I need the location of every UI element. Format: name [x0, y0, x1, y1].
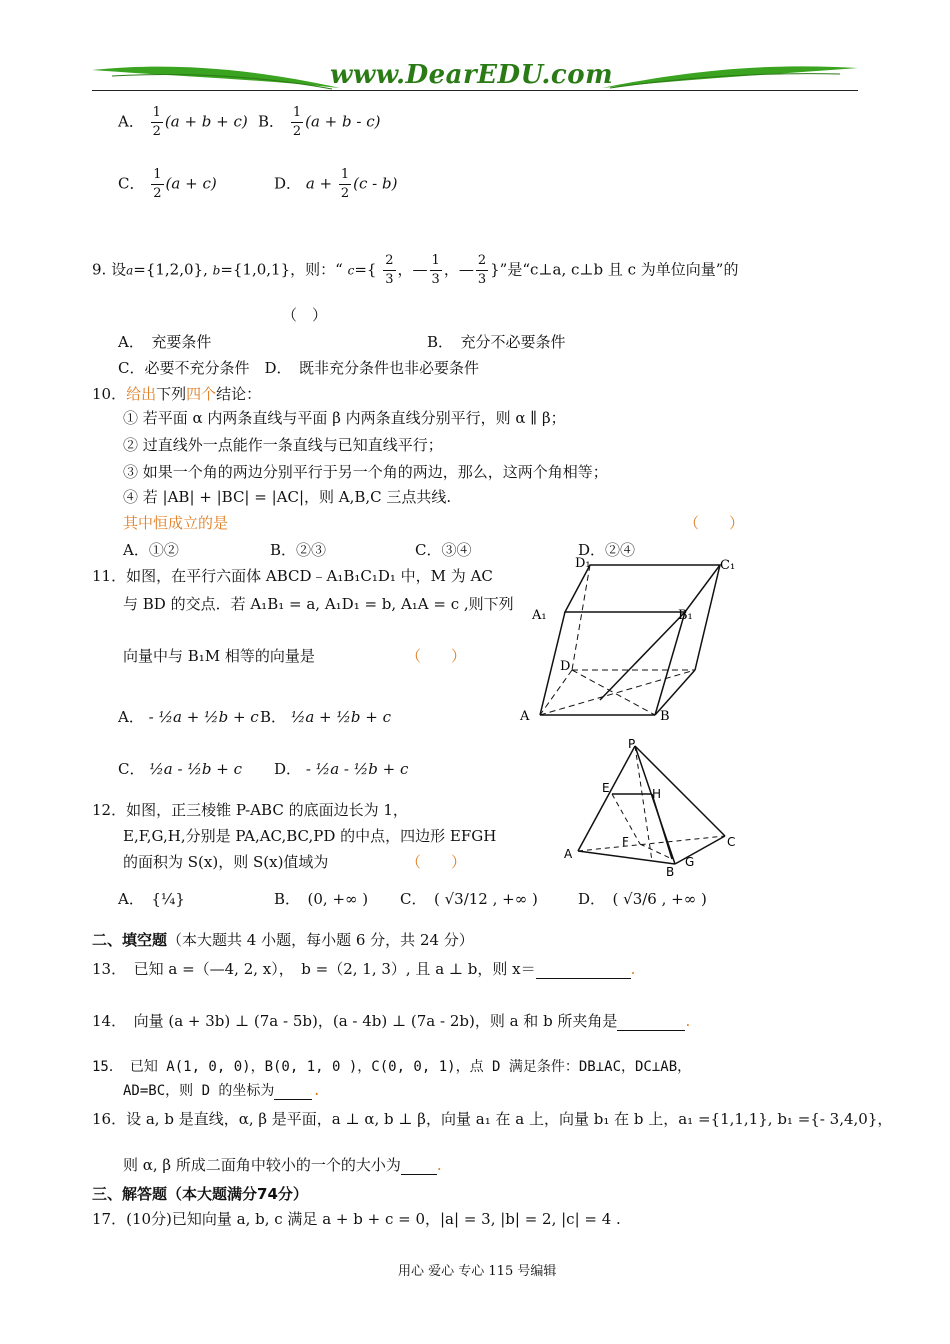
q8-a-expr: (a + b + c) — [164, 112, 248, 131]
q8-option-d — [274, 166, 397, 203]
q12-option-a: A． {¼} — [118, 890, 185, 908]
q8-b-label: B． — [258, 112, 285, 131]
q11-option-d: D． - ½a - ½b + c — [274, 760, 409, 778]
q8-option-a — [118, 104, 248, 141]
q11-line-2: 与 BD 的交点．若 A₁B₁ = a, A₁D₁ = b, A₁A = c ,则下列 — [123, 595, 514, 613]
label-a: A — [520, 709, 530, 724]
label-g: G — [685, 855, 695, 869]
header-wave-right — [600, 62, 860, 92]
header-rule — [92, 90, 858, 91]
section-3-heading: 三、解答题（本大题满分74分） — [92, 1185, 308, 1203]
q12-option-d: D． ( √3/6 , +∞ ) — [578, 890, 707, 908]
q15-line-1: 15． 已知 A(1, 0, 0)，B(0, 1, 0 )，C(0, 0, 1)，点 D 满足条件：DB⊥AC，DC⊥AB， — [92, 1059, 692, 1075]
q8-d-expr: (c - b) — [353, 174, 398, 193]
q8-c-label: C． — [118, 174, 145, 193]
q8-b-expr: (a + b - c) — [305, 112, 381, 131]
q15-line-2: AD=BC，则 D 的坐标为 . — [123, 1083, 321, 1099]
label-b1: B₁ — [678, 608, 693, 623]
label-h: H — [652, 787, 662, 801]
q11-line-3: 向量中与 B₁M 相等的向量是 — [123, 647, 315, 665]
q8-a-frac: $\frac{1}{2}$ — [152, 105, 161, 139]
q10-statement-3: ③ 如果一个角的两边分别平行于另一个角的两边，那么，这两个角相等； — [123, 463, 608, 481]
q17: 17．(10分)已知向量 a, b, c 满足 a + b + c = 0，|a| = 3, |b| = 2, |c| = 4 . — [92, 1210, 621, 1228]
q9-paren: （ ） — [282, 306, 328, 324]
q9-option-a: A． 充要条件 — [118, 333, 212, 351]
q10-statement-1: ① 若平面 α 内两条直线与平面 β 内两条直线分别平行，则 α ∥ β； — [123, 409, 566, 427]
q12-line-3: 的面积为 S(x)，则 S(x)值域为 — [123, 853, 329, 871]
q8-option-c — [118, 166, 217, 203]
label-b: B — [660, 709, 670, 724]
q9-option-cd: C．必要不充分条件 D． 既非充分条件也非必要条件 — [118, 359, 480, 377]
q16-line-1: 16．设 a, b 是直线，α, β 是平面，a ⊥ α, b ⊥ β，向量 a₁ 在 a 上，向量 b₁ 在 b 上，a₁ ={1,1,1}, b₁ ={- 3,4,0}， — [92, 1110, 893, 1128]
label-b: B — [666, 865, 675, 879]
q10-option-d: D．②④ — [578, 541, 636, 559]
q11-option-b: B． ½a + ½b + c — [260, 708, 392, 726]
label-e: E — [602, 781, 610, 795]
q14: 14． 向量 (a + 3b) ⊥ (7a - 5b)，(a - 4b) ⊥ (7a - 2b)，则 a 和 b 所夹角是 . — [92, 1012, 691, 1030]
parallelepiped-figure — [510, 555, 750, 730]
q12-line-1: 12．如图，正三棱锥 P-ABC 的底面边长为 1， — [92, 801, 408, 819]
label-d: D — [560, 659, 571, 674]
q8-option-b — [258, 104, 380, 141]
q8-a-label: A． — [118, 112, 144, 131]
q12-option-b: B． (0, +∞ ) — [274, 890, 369, 908]
q11-option-c: C． ½a - ½b + c — [118, 760, 242, 778]
label-a: A — [564, 847, 573, 861]
label-d1: D₁ — [575, 556, 591, 571]
q11-paren: （ ） — [406, 647, 467, 665]
label-a1: A₁ — [532, 608, 547, 623]
q9-option-b: B． 充分不必要条件 — [427, 333, 566, 351]
label-p: P — [628, 737, 636, 751]
q11-option-a: A． - ½a + ½b + c — [118, 708, 259, 726]
q8-d-label: D． — [274, 174, 302, 193]
q12-paren: （ ） — [406, 853, 467, 871]
label-c: C — [727, 835, 736, 849]
q10-option-a: A．①② — [123, 541, 179, 559]
q10-option-b: B．②③ — [270, 541, 327, 559]
label-c1: C₁ — [720, 558, 736, 573]
q10-statement-4: ④ 若 |AB| + |BC| = |AC|，则 A,B,C 三点共线. — [123, 488, 452, 506]
q8-b-frac: $\frac{1}{2}$ — [292, 105, 302, 139]
page-footer: 用心 爱心 专心 115 号编辑 — [398, 1264, 557, 1279]
q8-d-pre: a + — [305, 174, 333, 193]
q9-stem: 9. 设a={1,2,0}, b={1,0,1}，则：“ c={ $\frac{2}{3}$ ，— $\frac{1}{3}$ ，— $\frac{2}{3}$ }”是“c⊥a, c⊥b 且 c 为单位向量”的 — [92, 253, 739, 287]
header-wave-left — [92, 62, 342, 92]
q8-c-frac: $\frac{1}{2}$ — [153, 167, 162, 201]
q10-statement-2: ② 过直线外一点能作一条直线与已知直线平行； — [123, 436, 443, 454]
q16-line-2: 则 α, β 所成二面角中较小的一个的大小为 . — [123, 1156, 442, 1174]
q10-ask: 其中恒成立的是 — [123, 514, 229, 532]
label-f: F — [622, 835, 629, 849]
q8-d-frac: $\frac{1}{2}$ — [340, 167, 350, 201]
q10-paren: （ ） — [684, 514, 745, 532]
section-2-heading: 二、填空题（本大题共 4 小题，每小题 6 分，共 24 分） — [92, 931, 474, 949]
q12-line-2: E,F,G,H,分别是 PA,AC,BC,PD 的中点，四边形 EFGH — [123, 827, 497, 845]
q11-line-1: 11．如图，在平行六面体 ABCD﹣A₁B₁C₁D₁ 中，M 为 AC — [92, 567, 493, 585]
q10-stem: 10．给出下列四个结论： — [92, 385, 262, 403]
q10-option-c: C．③④ — [415, 541, 472, 559]
q8-c-expr: (a + c) — [165, 174, 217, 193]
site-logo[interactable]: www.DearEDU.com — [330, 60, 614, 90]
q13: 13． 已知 a =（—4, 2, x）， b =（2, 1, 3）, 且 a ⊥ b，则 x＝ . — [92, 960, 636, 978]
q12-option-c: C． ( √3/12 , +∞ ) — [400, 890, 538, 908]
pyramid-figure — [560, 736, 745, 879]
